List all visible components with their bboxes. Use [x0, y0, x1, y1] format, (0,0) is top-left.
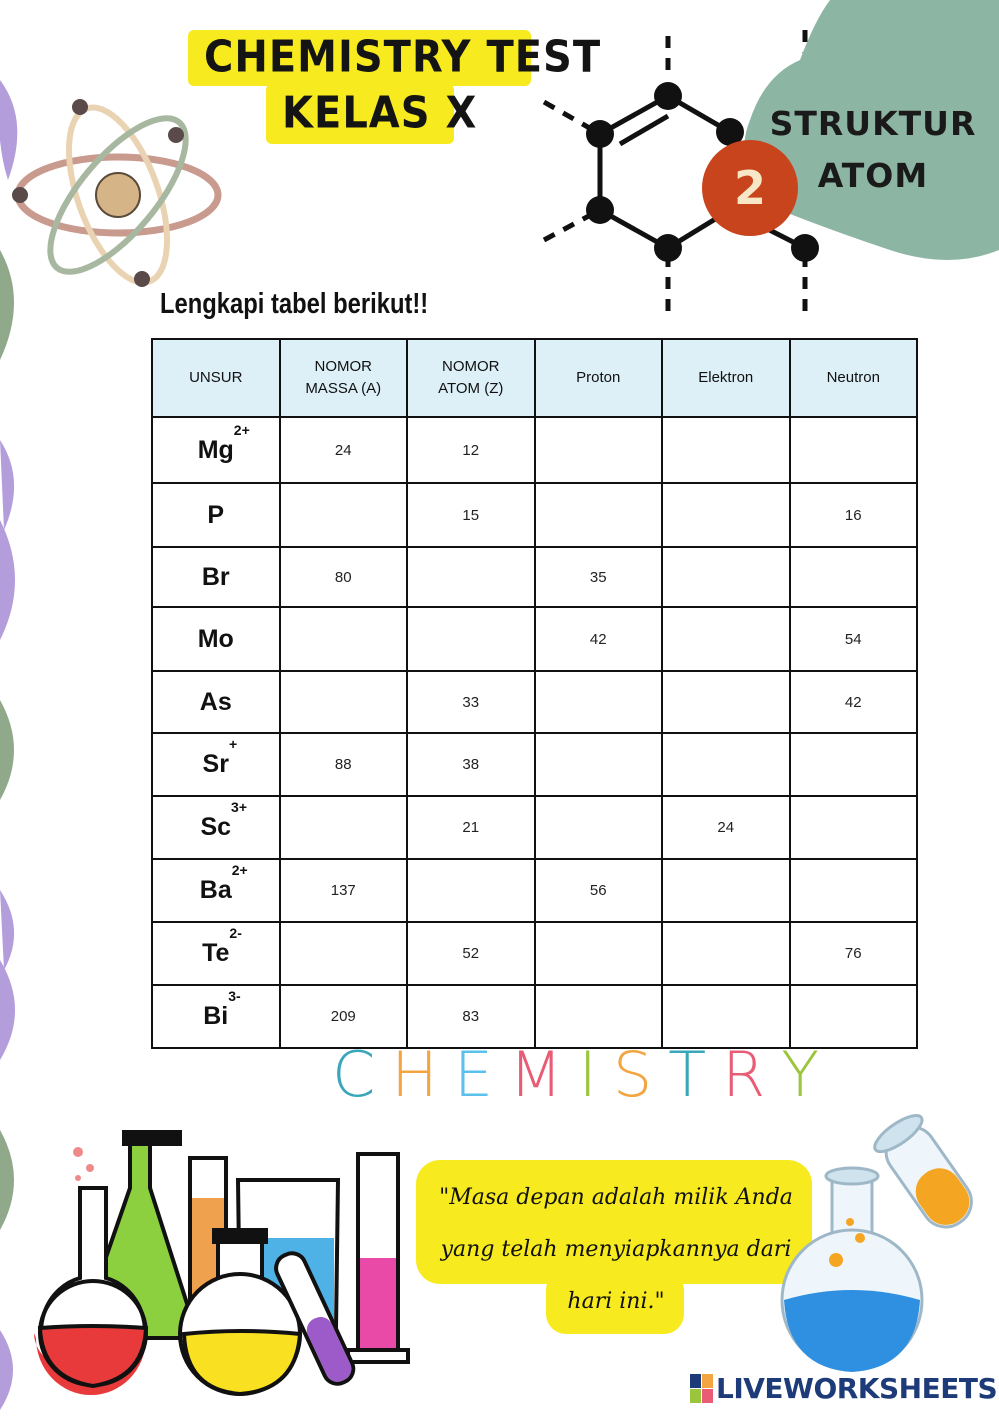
liveworksheets-watermark: LIVEWORKSHEETS [716, 1372, 998, 1405]
chemistry-decor-letter: S [612, 1038, 669, 1111]
element-symbol-wrap [198, 625, 234, 654]
column-header-line-1: Proton [576, 369, 621, 386]
ion-charge: 2- [229, 925, 242, 941]
chapter-label [768, 98, 978, 202]
column-header-line-1: UNSUR [189, 369, 243, 386]
element-symbol-wrap [200, 688, 232, 717]
element-symbol-cell [152, 796, 280, 859]
chapter-number-badge: 2 [702, 140, 798, 236]
table-row [152, 922, 917, 985]
chemistry-decor-letter: H [391, 1038, 454, 1111]
electron-cell[interactable] [662, 922, 790, 985]
neutron-cell: 42 [790, 671, 918, 733]
column-header-nomor-massa [280, 339, 408, 417]
chapter-label-line-2: ATOM [817, 156, 929, 195]
table-row [152, 547, 917, 607]
mass-number-cell[interactable] [280, 796, 408, 859]
proton-cell[interactable] [535, 922, 663, 985]
table-row [152, 483, 917, 547]
table-row [152, 733, 917, 796]
electron-cell: 24 [662, 796, 790, 859]
proton-cell: 42 [535, 607, 663, 671]
chemistry-decor-word [332, 1038, 835, 1111]
element-symbol-wrap [202, 563, 230, 592]
chemistry-decor-letter: E [453, 1038, 510, 1111]
mass-number-cell[interactable] [280, 483, 408, 547]
ion-charge: 2+ [233, 421, 250, 438]
table-header-row [152, 339, 917, 417]
element-symbol-cell [152, 483, 280, 547]
atomic-number-cell: 38 [407, 733, 535, 796]
element-symbol-wrap [203, 988, 241, 1031]
element-symbol: Mo [197, 624, 234, 653]
element-symbol: Br [201, 562, 230, 591]
mass-number-cell[interactable] [280, 671, 408, 733]
round-flask-illustration [780, 1110, 999, 1380]
element-symbol-cell [152, 922, 280, 985]
chemistry-decor-letter: C [332, 1038, 392, 1111]
instruction-text: Lengkapi tabel berikut!! [160, 288, 429, 320]
column-header-line-1: Elektron [698, 369, 754, 386]
proton-cell: 35 [535, 547, 663, 607]
neutron-cell: 16 [790, 483, 918, 547]
electron-cell[interactable] [662, 733, 790, 796]
element-symbol: Te [202, 939, 230, 967]
mass-number-cell: 209 [280, 985, 408, 1048]
element-symbol: Sr [202, 750, 229, 778]
proton-cell[interactable] [535, 733, 663, 796]
column-header-line-2: MASSA (A) [305, 380, 382, 397]
element-symbol-wrap [197, 421, 250, 465]
element-symbol: P [207, 500, 225, 529]
column-header-nomor-atom [407, 339, 535, 417]
column-header-neutron [790, 339, 918, 417]
element-symbol: Mg [197, 435, 234, 464]
mass-number-cell[interactable] [280, 607, 408, 671]
lab-glassware-illustration [18, 1128, 418, 1406]
neutron-cell[interactable] [790, 733, 918, 796]
table-row [152, 417, 917, 483]
atom-illustration [10, 95, 225, 295]
ion-charge: 2+ [231, 862, 248, 878]
electron-cell[interactable] [662, 417, 790, 483]
column-header-line-1: Neutron [826, 369, 880, 386]
element-symbol-cell [152, 417, 280, 483]
element-symbol: Bi [203, 1002, 229, 1030]
chemistry-decor-letter: M [509, 1038, 579, 1111]
motivational-quote [420, 1172, 812, 1328]
title-line-2: KELAS X [282, 87, 478, 139]
mass-number-cell[interactable] [280, 922, 408, 985]
element-symbol-cell [152, 985, 280, 1048]
element-symbol-cell [152, 671, 280, 733]
proton-cell: 56 [535, 859, 663, 922]
element-symbol-wrap [202, 736, 238, 779]
neutron-cell: 76 [790, 922, 918, 985]
column-header-line-1: NOMOR [314, 358, 372, 375]
neutron-cell[interactable] [790, 796, 918, 859]
electron-cell[interactable] [662, 859, 790, 922]
ion-charge: + [228, 736, 238, 752]
element-symbol: Ba [199, 876, 232, 904]
chapter-label-line-1: STRUKTUR [769, 104, 977, 143]
title-line-1: CHEMISTRY TEST [204, 31, 602, 83]
element-symbol: As [199, 687, 232, 716]
atomic-number-cell[interactable] [407, 547, 535, 607]
atomic-number-cell: 83 [407, 985, 535, 1048]
mass-number-cell: 137 [280, 859, 408, 922]
table-row [152, 796, 917, 859]
electron-cell[interactable] [662, 671, 790, 733]
liveworksheets-logo-icon [690, 1374, 714, 1404]
chemistry-decor-letter: T [668, 1038, 723, 1111]
electron-cell[interactable] [662, 607, 790, 671]
neutron-cell[interactable] [790, 859, 918, 922]
element-symbol-wrap [200, 799, 248, 842]
element-symbol-cell [152, 859, 280, 922]
atomic-number-cell: 52 [407, 922, 535, 985]
quote-line-2: yang telah menyiapkannya dari [440, 1237, 792, 1262]
ion-charge: 3- [228, 988, 241, 1004]
column-header-proton [535, 339, 663, 417]
element-symbol-wrap [199, 862, 248, 905]
electron-cell[interactable] [662, 547, 790, 607]
neutron-cell[interactable] [790, 547, 918, 607]
element-symbol-cell [152, 733, 280, 796]
table-row [152, 607, 917, 671]
ion-charge: 3+ [231, 799, 248, 815]
mass-number-cell: 80 [280, 547, 408, 607]
atomic-number-cell[interactable] [407, 607, 535, 671]
proton-cell[interactable] [535, 483, 663, 547]
element-symbol: Sc [200, 813, 232, 841]
chemistry-decor-letter: R [722, 1038, 782, 1111]
table-row [152, 859, 917, 922]
atomic-number-cell: 15 [407, 483, 535, 547]
column-header-line-2: ATOM (Z) [438, 380, 504, 397]
proton-cell[interactable] [535, 796, 663, 859]
mass-number-cell: 24 [280, 417, 408, 483]
proton-cell[interactable] [535, 671, 663, 733]
quote-line-3: hari ini." [567, 1289, 665, 1314]
neutron-cell[interactable] [790, 417, 918, 483]
element-symbol-wrap [207, 501, 224, 530]
neutron-cell: 54 [790, 607, 918, 671]
electron-cell[interactable] [662, 483, 790, 547]
column-header-elektron [662, 339, 790, 417]
proton-cell[interactable] [535, 417, 663, 483]
atom-structure-table [151, 338, 918, 1049]
atomic-number-cell: 12 [407, 417, 535, 483]
chemistry-decor-letter: I [578, 1038, 613, 1111]
chemistry-decor-letter: Y [781, 1038, 836, 1111]
table-row [152, 671, 917, 733]
column-header-line-1: NOMOR [442, 358, 500, 375]
atomic-number-cell: 33 [407, 671, 535, 733]
column-header-unsur [152, 339, 280, 417]
atomic-number-cell[interactable] [407, 859, 535, 922]
quote-line-1: "Masa depan adalah milik Anda [439, 1185, 793, 1210]
element-symbol-cell [152, 547, 280, 607]
element-symbol-cell [152, 607, 280, 671]
element-symbol-wrap [202, 925, 242, 968]
atomic-number-cell: 21 [407, 796, 535, 859]
mass-number-cell: 88 [280, 733, 408, 796]
